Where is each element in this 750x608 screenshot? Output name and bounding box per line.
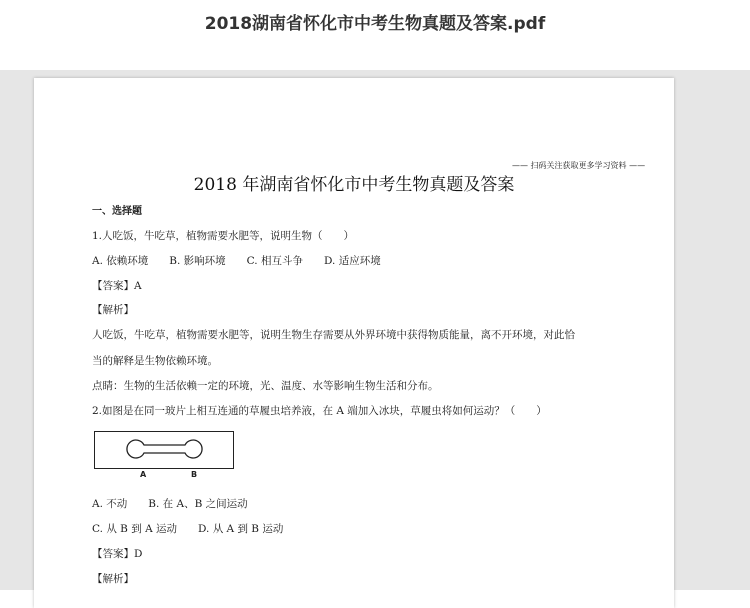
document-viewer[interactable] bbox=[0, 70, 750, 590]
question-1-analysis-line1: 人吃饭，牛吃草，植物需要水肥等，说明生物生存需要从外界环境中获得物质能量，离不开环境，对此恰 bbox=[92, 329, 575, 341]
question-2-analysis-label: 【解析】 bbox=[92, 573, 134, 585]
question-1-analysis-label: 【解析】 bbox=[92, 304, 134, 316]
question-2-options-line2: C. 从 B 到 A 运动 D. 从 A 到 B 运动 bbox=[92, 523, 284, 535]
question-1-analysis-line2: 当的解释是生物依赖环境。 bbox=[92, 355, 218, 367]
question-1-answer: 【答案】A bbox=[92, 280, 142, 292]
viewer-header bbox=[0, 0, 750, 70]
question-1: 1.人吃饭，牛吃草，植物需要水肥等，说明生物（ ） bbox=[92, 230, 355, 242]
question-2-options-line1: A. 不动 B. 在 A、B 之间运动 bbox=[92, 498, 248, 510]
figure-label-a: A bbox=[140, 470, 147, 479]
document-title: 2018 年湖南省怀化市中考生物真题及答案 bbox=[193, 175, 515, 195]
connected-culture-drops bbox=[127, 440, 202, 458]
section-heading: 一、选择题 bbox=[92, 206, 142, 217]
figure-label-b: B bbox=[191, 470, 198, 479]
question-1-options: A. 依赖环境 B. 影响环境 C. 相互斗争 D. 适应环境 bbox=[92, 255, 381, 267]
culture-drops-diagram bbox=[95, 432, 232, 467]
file-title: 2018湖南省怀化市中考生物真题及答案.pdf bbox=[204, 14, 546, 34]
question-2-answer: 【答案】D bbox=[92, 548, 143, 560]
watermark-text: —— 扫码关注获取更多学习资料 —— bbox=[512, 161, 646, 170]
paramecium-slide-figure bbox=[94, 431, 234, 469]
document-page bbox=[34, 78, 674, 608]
question-1-note: 点睛：生物的生活依赖一定的环境，光、温度、水等影响生物生活和分布。 bbox=[92, 380, 439, 392]
question-2: 2.如图是在同一玻片上相互连通的草履虫培养液，在 A 端加入冰块，草履虫将如何运动？（ ） bbox=[92, 405, 547, 417]
